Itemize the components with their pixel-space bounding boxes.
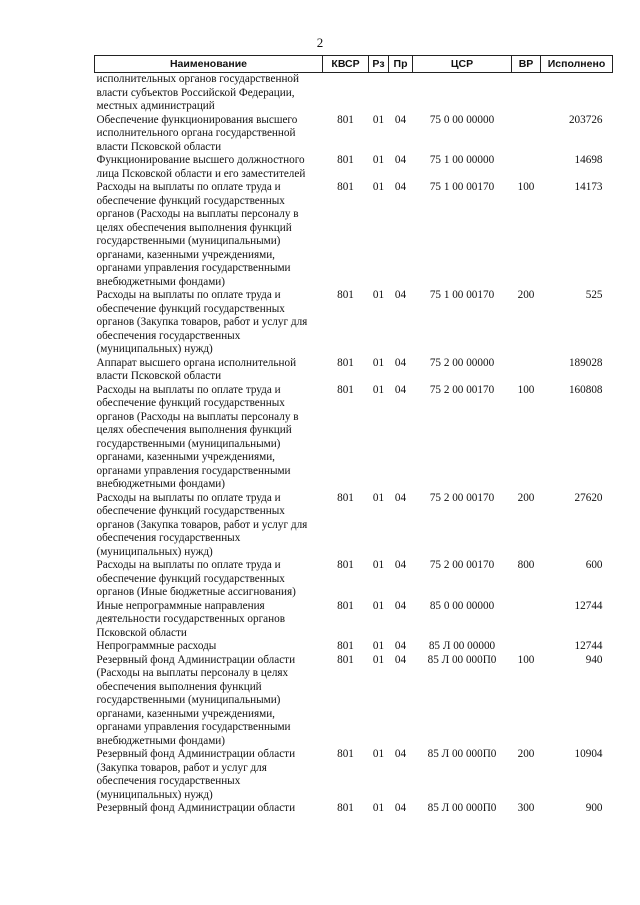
cell-done: 525	[585, 289, 603, 301]
cell-kvsr: 801	[337, 559, 354, 571]
cell-kvsr: 801	[337, 356, 354, 369]
cell-rz: 01	[372, 653, 385, 666]
cell-pr: 04	[394, 653, 407, 666]
header-rz: Рз	[369, 56, 389, 73]
cell-rz: 01	[372, 154, 385, 166]
cell-done: 189028	[568, 356, 603, 369]
cell-done: 12744	[574, 640, 603, 652]
table-row	[95, 802, 613, 816]
cell-pr: 04	[394, 356, 407, 369]
cell-vr: 100	[517, 383, 535, 396]
cell-name: Резервный фонд Администрации области (Расходы на выплаты персоналу в целях обеспечения выполнения функций государственными (муниципальными) органами, казенными учреждениями, органами управления государственными внебюджетными фондами)	[96, 653, 296, 747]
header-row	[95, 56, 613, 73]
cell-kvsr: 801	[337, 113, 354, 126]
cell-tsr: 75 2 00 00170	[429, 491, 495, 504]
cell-kvsr: 801	[337, 748, 354, 760]
table-row	[95, 492, 613, 560]
cell-vr	[512, 114, 541, 155]
cell-name: Расходы на выплаты по оплате труда и обеспечение функций государственных органов (Расходы на выплаты персоналу в целях обеспечения выполнения функций государственными (муниципальными) органами, казенными учреждениями, органами управления государственными внебюджетными фондами)	[96, 181, 299, 288]
cell-kvsr: 801	[337, 491, 354, 504]
table-row	[95, 640, 613, 654]
cell-done: 600	[585, 559, 603, 571]
cell-kvsr: 801	[337, 653, 354, 666]
cell-tsr: 85 Л 00 00000	[428, 640, 496, 652]
cell-pr	[389, 73, 413, 114]
cell-rz: 01	[372, 802, 385, 814]
cell-vr: 200	[517, 491, 535, 504]
cell-name: Расходы на выплаты по оплате труда и обеспечение функций государственных органов (Закупка товаров, работ и услуг для обеспечения государственных (муниципальных) нужд)	[96, 289, 308, 355]
cell-tsr: 85 Л 00 000П0	[427, 653, 497, 666]
cell-vr	[512, 73, 541, 114]
cell-rz	[369, 73, 389, 114]
cell-done	[541, 73, 613, 114]
table-row	[95, 73, 613, 114]
cell-rz: 01	[372, 491, 385, 504]
cell-kvsr	[323, 73, 369, 114]
header-kvsr: КВСР	[323, 56, 369, 73]
cell-kvsr: 801	[337, 289, 354, 301]
header-name: Наименование	[95, 56, 323, 73]
table-row	[95, 748, 613, 802]
cell-name: Расходы на выплаты по оплате труда и обеспечение функций государственных органов (Расходы на выплаты персоналу в целях обеспечения выполнения функций государственными (муниципальными) органами, казенными учреждениями, органами управления государственными внебюджетными фондами)	[96, 383, 299, 490]
header-tsr: ЦСР	[413, 56, 512, 73]
cell-done: 27620	[574, 491, 603, 504]
cell-vr	[512, 640, 541, 654]
cell-pr: 04	[394, 802, 407, 814]
cell-tsr: 75 2 00 00000	[429, 356, 495, 369]
cell-rz: 01	[372, 113, 385, 126]
cell-vr	[512, 357, 541, 384]
cell-tsr: 85 Л 00 000П0	[427, 802, 497, 814]
cell-pr: 04	[394, 640, 407, 652]
cell-kvsr: 801	[337, 154, 354, 166]
table-row	[95, 654, 613, 749]
cell-tsr: 75 1 00 00170	[429, 289, 495, 301]
table-body	[95, 73, 613, 816]
cell-name: Непрограммные расходы	[96, 640, 217, 652]
header-vr: ВР	[512, 56, 541, 73]
table-header	[95, 56, 613, 73]
cell-vr: 200	[517, 748, 535, 760]
cell-done: 14173	[574, 181, 603, 193]
cell-pr: 04	[394, 599, 407, 612]
table-row	[95, 357, 613, 384]
budget-execution-table	[94, 55, 613, 816]
cell-pr: 04	[394, 181, 407, 193]
cell-vr: 200	[517, 289, 535, 301]
table-row	[95, 181, 613, 289]
cell-pr: 04	[394, 491, 407, 504]
cell-name: Расходы на выплаты по оплате труда и обеспечение функций государственных органов (Закупка товаров, работ и услуг для обеспечения государственных (муниципальных) нужд)	[96, 491, 308, 558]
cell-vr: 100	[517, 653, 535, 666]
cell-pr: 04	[394, 113, 407, 126]
page-number: 2	[316, 35, 324, 50]
cell-name: Иные непрограммные направления деятельности государственных органов Псковской области	[96, 599, 286, 639]
cell-pr: 04	[394, 559, 407, 571]
table-row	[95, 559, 613, 600]
cell-tsr: 75 2 00 00170	[429, 559, 495, 571]
table-row	[95, 289, 613, 357]
cell-done: 900	[585, 802, 603, 814]
cell-done: 940	[585, 653, 603, 666]
cell-tsr: 75 2 00 00170	[429, 383, 495, 396]
cell-name: Функционирование высшего должностного лица Псковской области и его заместителей	[96, 154, 306, 180]
header-done: Исполнено	[541, 56, 613, 73]
cell-name: Обеспечение функционирования высшего исполнительного органа государственной власти Псковской области	[96, 113, 298, 153]
table-row	[95, 154, 613, 181]
cell-vr	[512, 600, 541, 641]
cell-tsr: 85 0 00 00000	[429, 599, 495, 612]
cell-kvsr: 801	[337, 640, 354, 652]
cell-kvsr: 801	[337, 802, 354, 814]
cell-pr: 04	[394, 748, 407, 760]
cell-pr: 04	[394, 154, 407, 166]
cell-done: 160808	[568, 383, 603, 396]
cell-vr: 300	[517, 802, 535, 814]
cell-kvsr: 801	[337, 383, 354, 396]
cell-pr: 04	[394, 383, 407, 396]
cell-rz: 01	[372, 181, 385, 193]
cell-name: исполнительных органов государственной власти субъектов Российской Федерации, местных администраций	[96, 73, 300, 112]
cell-rz: 01	[372, 640, 385, 652]
cell-vr: 800	[517, 559, 535, 571]
cell-rz: 01	[372, 748, 385, 760]
cell-vr	[512, 154, 541, 181]
table-row	[95, 384, 613, 492]
cell-tsr: 75 0 00 00000	[429, 113, 495, 126]
cell-kvsr: 801	[337, 599, 354, 612]
cell-tsr	[413, 73, 512, 114]
cell-rz: 01	[372, 559, 385, 571]
cell-rz: 01	[372, 383, 385, 396]
cell-kvsr: 801	[337, 181, 354, 193]
cell-done: 10904	[574, 748, 603, 760]
cell-rz: 01	[372, 356, 385, 369]
cell-done: 14698	[574, 154, 603, 166]
cell-tsr: 75 1 00 00000	[429, 154, 495, 166]
cell-name: Резервный фонд Администрации области (Закупка товаров, работ и услуг для обеспечения государственных (муниципальных) нужд)	[96, 748, 296, 801]
cell-tsr: 85 Л 00 000П0	[427, 748, 497, 760]
cell-pr: 04	[394, 289, 407, 301]
table-row	[95, 600, 613, 641]
cell-rz: 01	[372, 289, 385, 301]
cell-done: 203726	[568, 113, 603, 126]
cell-tsr: 75 1 00 00170	[429, 181, 495, 193]
cell-done: 12744	[574, 599, 603, 612]
cell-name: Расходы на выплаты по оплате труда и обеспечение функций государственных органов (Иные бюджетные ассигнования)	[96, 559, 296, 598]
header-pr: Пр	[389, 56, 413, 73]
cell-rz: 01	[372, 599, 385, 612]
table-row	[95, 114, 613, 155]
cell-name: Резервный фонд Администрации области	[96, 802, 296, 814]
cell-vr: 100	[517, 181, 535, 193]
cell-name: Аппарат высшего органа исполнительной власти Псковской области	[96, 356, 297, 382]
